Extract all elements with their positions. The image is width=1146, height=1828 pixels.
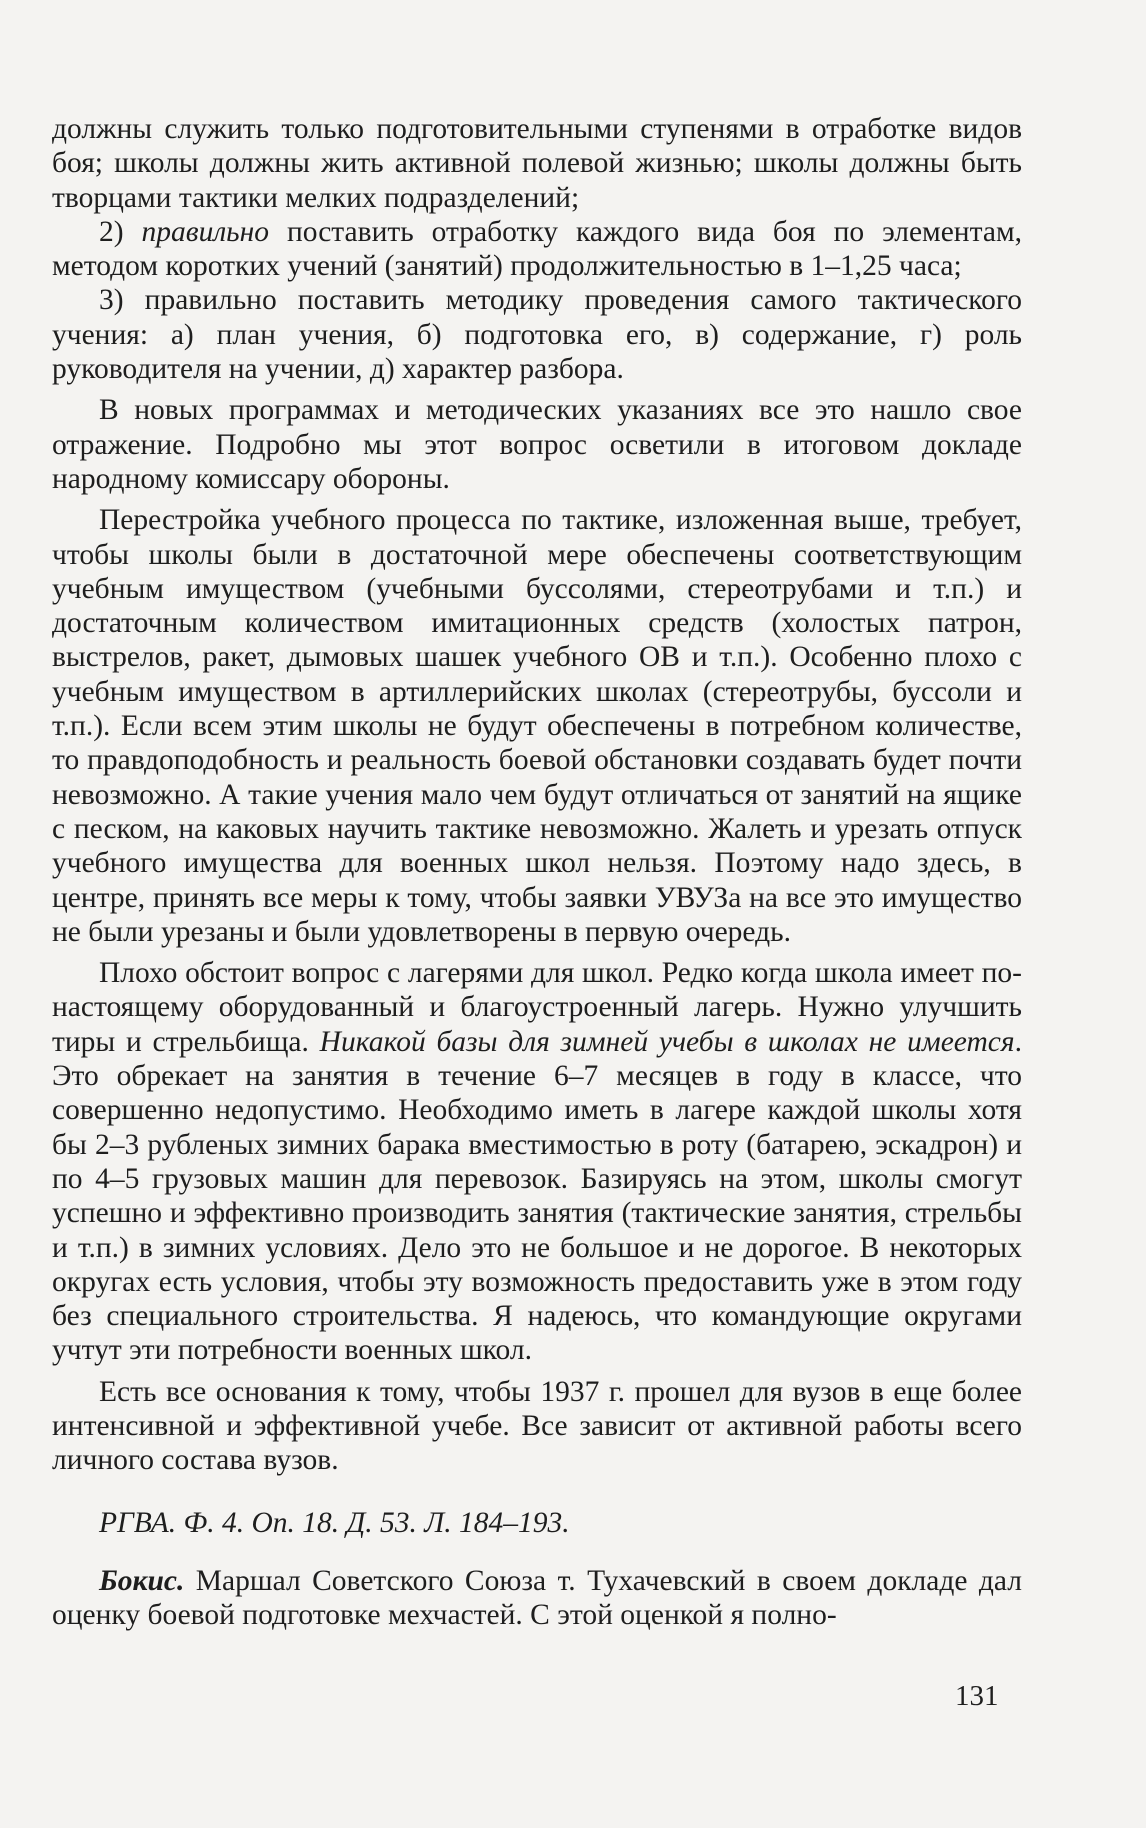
item-2-number: 2) bbox=[99, 215, 142, 248]
paragraph-speaker bbox=[52, 1564, 1022, 1633]
document-page bbox=[52, 112, 1022, 1632]
paragraph-restructuring: Перестройка учебного процесса по тактике, изложенная выше, требует, чтобы школы были в достаточной мере обеспечены соответствующим учебным имуществом (учебными буссолями, стереотрубами и т.п.) и достаточным количеством имитационных средств (холостых патрон, выстрелов, ракет, дымовых шашек учебного ОВ и т.п.). Особенно плохо с учебным имуществом в артиллерийских школах (стереотрубы, буссоли и т.п.). Если всем этим школы не будут обеспечены в потребном количестве, то правдоподобность и реальность боевой обстановки создавать будет почти невозможно. А такие учения мало чем будут отличаться от занятий на ящике с песком, на каковых научить тактике невозможно. Жалеть и урезать отпуск учебного имущества для военных школ нельзя. Поэтому надо здесь, в центре, принять все меры к тому, чтобы заявки УВУЗа на все это имущество не были урезаны и были удовлетворены в первую очередь. bbox=[52, 504, 1022, 948]
item-2-text: поставить отработку каждого вида боя по элементам, методом коротких учений (занятий) продолжительностью в 1–1,25 часа; bbox=[52, 215, 1022, 283]
paragraph-programs: В новых программах и методических указаниях все это нашло свое отражение. Подробно мы этот вопрос осветили в итоговом докладе народному комиссару обороны. bbox=[52, 394, 1022, 495]
paragraph-item-3: 3) правильно поставить методику проведения самого тактического учения: а) план учения, б) подготовка его, в) содержание, г) роль руководителя на учении, д) характер разбора. bbox=[52, 284, 1022, 386]
paragraph-item-2 bbox=[52, 215, 1022, 284]
paragraph-camps bbox=[52, 956, 1022, 1368]
item-2-emphasis: правильно bbox=[141, 215, 269, 248]
speaker-name: Бокис. bbox=[99, 1564, 185, 1597]
paragraph-conclusion: Есть все основания к тому, чтобы 1937 г. прошел для вузов в еще более интенсивной и эффективной учебе. Все зависит от активной работы всего личного состава вузов. bbox=[52, 1375, 1022, 1477]
archive-source-reference: РГВА. Ф. 4. Оп. 18. Д. 53. Л. 184–193. bbox=[99, 1506, 570, 1539]
camps-text-b: . Это обрекает на занятия в течение 6–7 месяцев в году в классе, что совершенно недопустимо. Необходимо иметь в лагере каждой школы хотя бы 2–3 рубленых зимних барака вместимостью в роту (батарею, эскадрон) и по 4–5 грузовых машин для перевозок. Базируясь на этом, школы смогут успешно и эффективно производить занятия (тактические занятия, стрельбы и т.п.) в зимних условиях. Дело это не большое и не дорогое. В некоторых округах есть условия, чтобы эту возможность предоставить уже в этом году без специального строительства. Я надеюсь, что командующие округами учтут эти потребности военных школ. bbox=[52, 1025, 1022, 1367]
camps-emphasis: Никакой базы для зимней учебы в школах не имеется bbox=[319, 1025, 1015, 1058]
page-number: 131 bbox=[955, 1680, 999, 1712]
paragraph-continuation: должны служить только подготовительными ступенями в отработке видов боя; школы должны жить активной полевой жизнью; школы должны быть творцами тактики мелких подразделений; bbox=[52, 113, 1022, 214]
camps-text-a: Плохо обстоит вопрос с лагерями для школ. Редко когда школа имеет по-настоящему оборудованный и благоустроенный лагерь. Нужно улучшить тиры и стрельбища. bbox=[52, 957, 1022, 1058]
speaker-text: Маршал Советского Союза т. Тухачевский в своем докладе дал оценку боевой подготовке мехчастей. С этой оценкой я полно- bbox=[52, 1564, 1022, 1632]
